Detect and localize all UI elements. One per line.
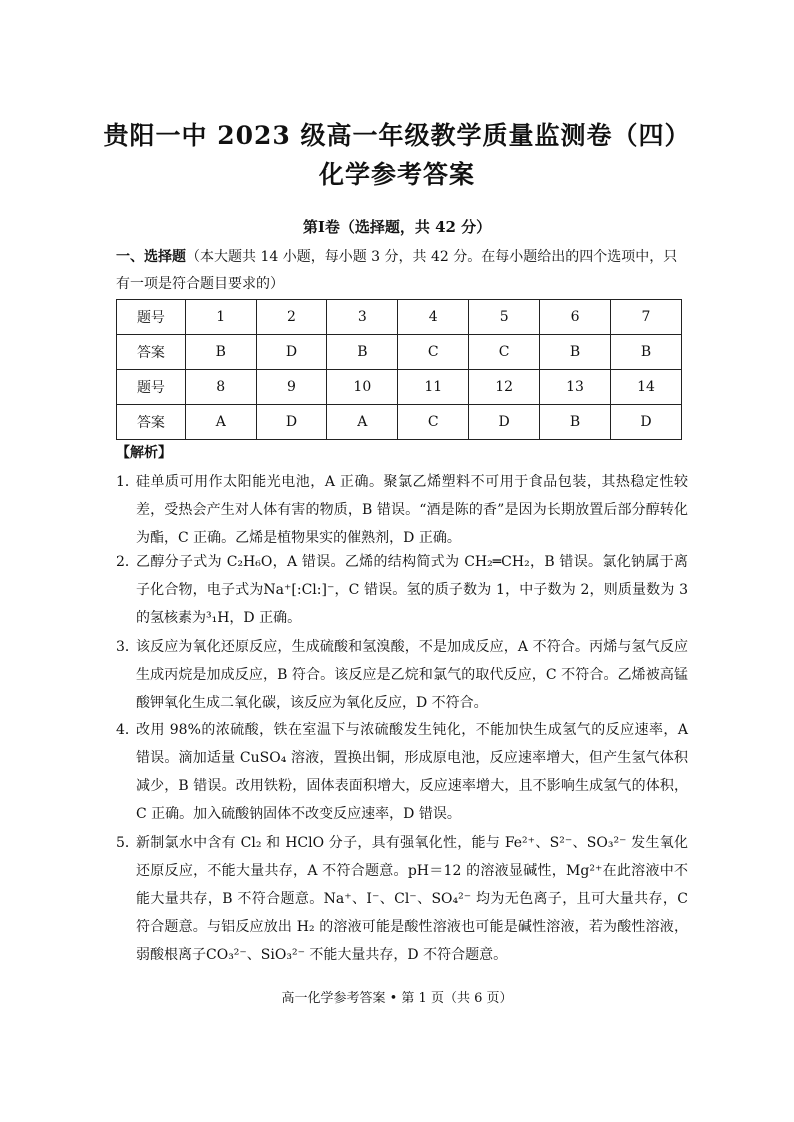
item-text: 该反应为氧化还原反应，生成硫酸和氢溴酸，不是加成反应，A 不符合。丙烯与氢气反应生成丙烷是加成反应，B 符合。该反应是乙烷和氯气的取代反应，C 不符合。乙烯被高锰酸钾氧化生成二氧化碳，该反应为氧化反应，D 不符合。 xyxy=(136,639,688,711)
item-number: 5． xyxy=(116,835,139,851)
item-text: 改用 98%的浓硫酸，铁在室温下与浓硫酸发生钝化，不能加快生成氢气的反应速率，A 错误。滴加适量 CuSO₄ 溶液，置换出铜，形成原电池，反应速率增大，但产生氢气体积减少，B 错误。改用铁粉，固体表面积增大，反应速率增大，且不影响生成氢气的体积，C 正确。加入硫酸钠固体不改变反应速率，D 错误。 xyxy=(136,722,688,822)
table-cell: 6 xyxy=(540,300,611,335)
table-row xyxy=(117,300,682,335)
table-cell: A xyxy=(185,405,256,440)
table-cell: 12 xyxy=(469,370,540,405)
section-heading: 第Ⅰ卷（选择题，共 42 分） xyxy=(302,218,492,236)
table-cell: A xyxy=(327,405,398,440)
table-cell: B xyxy=(611,335,682,370)
table-row xyxy=(117,335,682,370)
section-intro xyxy=(116,244,686,298)
table-cell: 7 xyxy=(611,300,682,335)
table-cell: B xyxy=(327,335,398,370)
table-cell: B xyxy=(185,335,256,370)
table-cell: B xyxy=(540,335,611,370)
table-cell: B xyxy=(540,405,611,440)
table-cell: C xyxy=(469,335,540,370)
table-cell: 14 xyxy=(611,370,682,405)
analysis-item xyxy=(116,468,688,552)
item-number: 3． xyxy=(116,639,139,655)
row-header-cell: 答案 xyxy=(117,405,186,440)
row-header-cell: 答案 xyxy=(117,335,186,370)
answer-table xyxy=(116,299,682,440)
table-cell: 3 xyxy=(327,300,398,335)
item-text: 硅单质可用作太阳能光电池，A 正确。聚氯乙烯塑料不可用于食品包装，其热稳定性较差，受热会产生对人体有害的物质，B 错误。“酒是陈的香”是因为长期放置后部分醇转化为酯，C 正确。乙烯是植物果实的催熟剂，D 正确。 xyxy=(136,474,688,546)
item-number: 1． xyxy=(116,474,139,490)
table-cell: 5 xyxy=(469,300,540,335)
table-cell: 10 xyxy=(327,370,398,405)
table-cell: 11 xyxy=(398,370,469,405)
analysis-item xyxy=(116,716,688,828)
table-row xyxy=(117,405,682,440)
table-cell: 1 xyxy=(185,300,256,335)
page-subtitle: 化学参考答案 xyxy=(318,160,475,189)
item-number: 2． xyxy=(116,554,139,570)
table-cell: 9 xyxy=(256,370,327,405)
row-header-cell: 题号 xyxy=(117,370,186,405)
intro-label: 一、选择题 xyxy=(116,249,186,265)
analysis-item xyxy=(116,633,688,717)
table-row xyxy=(117,370,682,405)
page-footer: 高一化学参考答案 • 第 1 页（共 6 页） xyxy=(281,991,513,1006)
analysis-item xyxy=(116,548,688,632)
table-cell: D xyxy=(256,335,327,370)
table-cell: C xyxy=(398,335,469,370)
item-text: 新制氯水中含有 Cl₂ 和 HClO 分子，具有强氧化性，能与 Fe²⁺、S²⁻、SO₃²⁻ 发生氧化还原反应，不能大量共存，A 不符合题意。pH＝12 的溶液显碱性，Mg²⁺在此溶液中不能大量共存，B 不符合题意。Na⁺、I⁻、Cl⁻、SO₄²⁻ 均为无色离子，且可大量共存，C 符合题意。与铝反应放出 H₂ 的溶液可能是酸性溶液也可能是碱性溶液，若为酸性溶液，弱酸根离子CO₃²⁻、SiO₃²⁻ 不能大量共存，D 不符合题意。 xyxy=(136,835,688,963)
table-cell: C xyxy=(398,405,469,440)
table-cell: D xyxy=(256,405,327,440)
table-cell: 13 xyxy=(540,370,611,405)
table-cell: 4 xyxy=(398,300,469,335)
item-number: 4． xyxy=(116,722,139,738)
analysis-label: 【解析】 xyxy=(116,445,172,461)
intro-text: （本大题共 14 小题，每小题 3 分，共 42 分。在每小题给出的四个选项中，只有一项是符合题目要求的） xyxy=(116,249,678,292)
item-text: 乙醇分子式为 C₂H₆O，A 错误。乙烯的结构简式为 CH₂═CH₂，B 错误。氯化钠属于离子化合物，电子式为Na⁺[:Cl:]⁻，C 错误。氢的质子数为 1，中子数为 2，则质量数为 3 的氢核素为³₁H，D 正确。 xyxy=(136,554,688,626)
analysis-item xyxy=(116,829,688,969)
page-title: 贵阳一中 2023 级高一年级教学质量监测卷（四） xyxy=(103,121,691,150)
table-cell: 2 xyxy=(256,300,327,335)
table-cell: D xyxy=(611,405,682,440)
row-header-cell: 题号 xyxy=(117,300,186,335)
table-cell: 8 xyxy=(185,370,256,405)
table-cell: D xyxy=(469,405,540,440)
